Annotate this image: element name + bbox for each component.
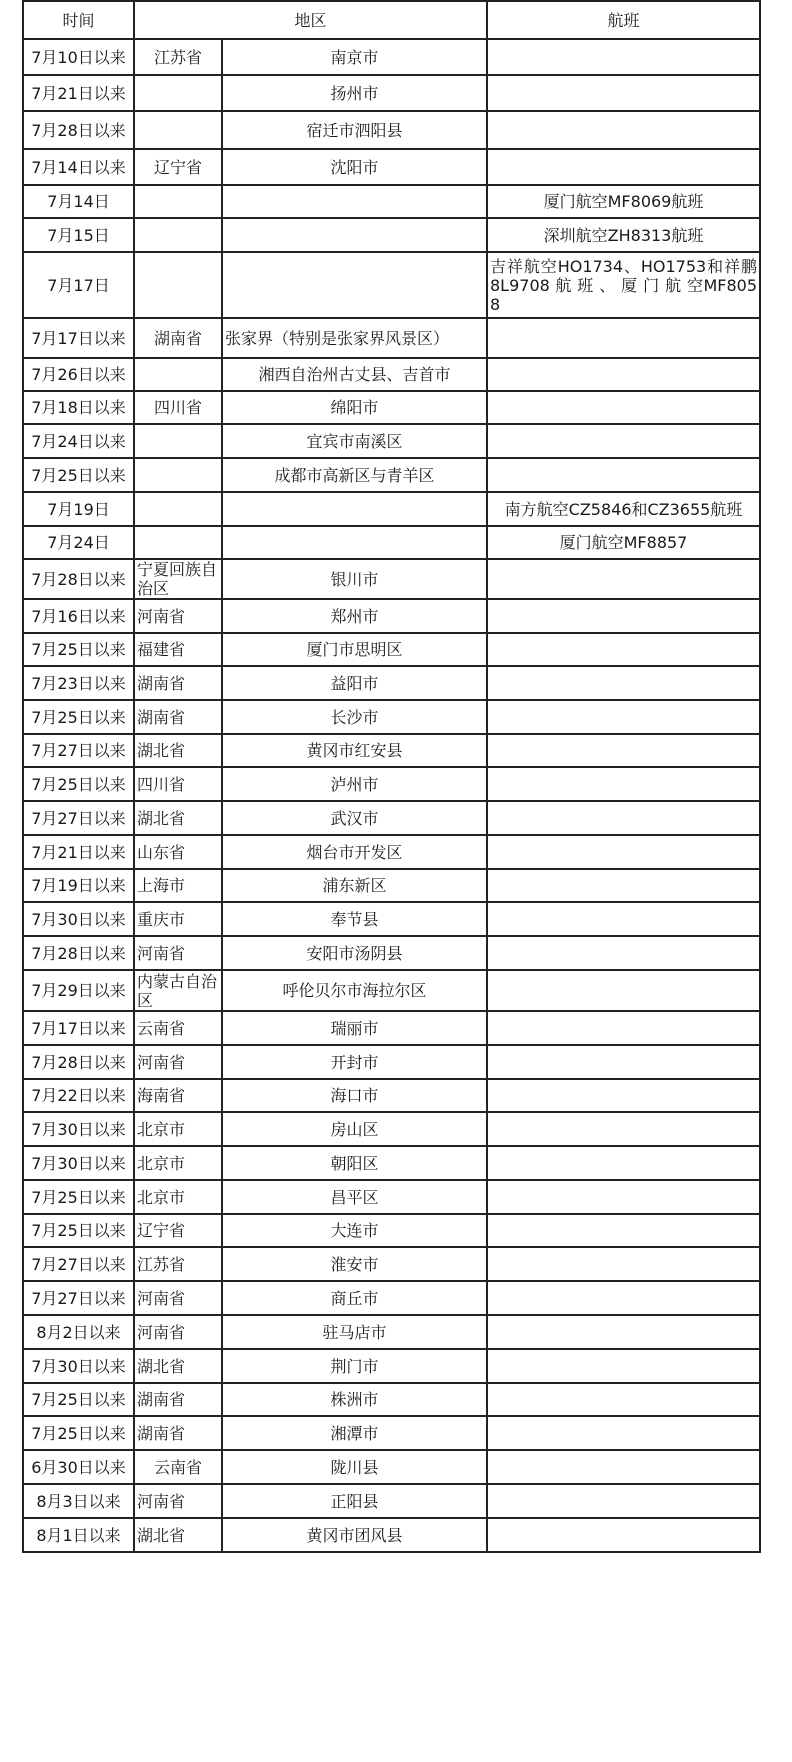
province-cell: 河南省: [134, 1484, 222, 1518]
table-row: [23, 424, 760, 458]
city-cell: 呼伦贝尔市海拉尔区: [222, 970, 487, 1011]
city-cell: 武汉市: [222, 801, 487, 835]
province-cell: 北京市: [134, 1180, 222, 1214]
province-cell: 湖南省: [134, 1416, 222, 1450]
table-row: [23, 1079, 760, 1112]
city-cell: 株洲市: [222, 1383, 487, 1416]
flight-cell: [487, 1180, 760, 1214]
province-cell: 云南省: [134, 1011, 222, 1045]
province-cell: 河南省: [134, 1045, 222, 1079]
city-cell: 昌平区: [222, 1180, 487, 1214]
flight-cell: [487, 869, 760, 902]
province-cell: 湖南省: [134, 1383, 222, 1416]
province-cell: 湖南省: [134, 666, 222, 700]
city-cell: 厦门市思明区: [222, 633, 487, 666]
city-cell: 张家界（特别是张家界风景区）: [222, 318, 487, 358]
province-cell: [134, 424, 222, 458]
date-cell: 6月30日以来: [23, 1450, 134, 1484]
date-cell: 7月15日: [23, 218, 134, 252]
table-row: [23, 801, 760, 835]
table-row: [23, 39, 760, 75]
flight-cell: [487, 559, 760, 599]
flight-cell: [487, 666, 760, 700]
date-cell: 7月14日以来: [23, 149, 134, 185]
table-row: [23, 869, 760, 902]
table-row: [23, 835, 760, 869]
table-row: [23, 1214, 760, 1247]
province-cell: 湖北省: [134, 1349, 222, 1383]
city-cell: 宿迁市泗阳县: [222, 111, 487, 149]
flight-cell: [487, 1484, 760, 1518]
flight-cell: [487, 599, 760, 633]
province-cell: 河南省: [134, 1281, 222, 1315]
table-row: [23, 391, 760, 424]
province-cell: [134, 492, 222, 526]
province-cell: 江苏省: [134, 1247, 222, 1281]
date-cell: 7月29日以来: [23, 970, 134, 1011]
city-cell: 朝阳区: [222, 1146, 487, 1180]
flight-cell: [487, 1011, 760, 1045]
flight-cell: [487, 801, 760, 835]
city-cell: 浦东新区: [222, 869, 487, 902]
province-cell: 湖北省: [134, 734, 222, 767]
table-row: [23, 970, 760, 1011]
flight-cell: [487, 835, 760, 869]
date-cell: 8月2日以来: [23, 1315, 134, 1349]
flight-cell: [487, 936, 760, 970]
province-cell: 辽宁省: [134, 149, 222, 185]
date-cell: 7月19日: [23, 492, 134, 526]
flight-cell: [487, 1416, 760, 1450]
date-cell: 7月21日以来: [23, 835, 134, 869]
province-cell: 山东省: [134, 835, 222, 869]
province-cell: 河南省: [134, 599, 222, 633]
province-cell: 河南省: [134, 936, 222, 970]
date-cell: 7月25日以来: [23, 1180, 134, 1214]
table-row: [23, 599, 760, 633]
city-cell: 荆门市: [222, 1349, 487, 1383]
flight-cell: [487, 1214, 760, 1247]
date-cell: 7月30日以来: [23, 1112, 134, 1146]
flight-cell: [487, 1281, 760, 1315]
city-cell: 瑞丽市: [222, 1011, 487, 1045]
city-cell: [222, 218, 487, 252]
header-time: 时间: [23, 1, 134, 39]
header-flight: 航班: [487, 1, 760, 39]
province-cell: 四川省: [134, 391, 222, 424]
city-cell: 海口市: [222, 1079, 487, 1112]
date-cell: 7月28日以来: [23, 111, 134, 149]
flight-cell: [487, 358, 760, 391]
table-row: [23, 185, 760, 218]
city-cell: 湘西自治州古丈县、吉首市: [222, 358, 487, 391]
table-row: [23, 936, 760, 970]
province-cell: 重庆市: [134, 902, 222, 936]
city-cell: 奉节县: [222, 902, 487, 936]
province-cell: 江苏省: [134, 39, 222, 75]
table-row: [23, 1281, 760, 1315]
province-cell: 河南省: [134, 1315, 222, 1349]
date-cell: 7月26日以来: [23, 358, 134, 391]
city-cell: 开封市: [222, 1045, 487, 1079]
header-row: [23, 1, 760, 39]
date-cell: 7月25日以来: [23, 633, 134, 666]
table-row: [23, 218, 760, 252]
province-cell: [134, 526, 222, 559]
table-row: [23, 75, 760, 111]
table-row: [23, 526, 760, 559]
date-cell: 8月3日以来: [23, 1484, 134, 1518]
province-cell: 宁夏回族自治区: [134, 559, 222, 599]
province-cell: [134, 252, 222, 318]
flight-cell: 吉祥航空HO1734、HO1753和祥鹏 8L9708 航 班 、 厦 门 航 空MF8058: [487, 252, 760, 318]
date-cell: 7月27日以来: [23, 734, 134, 767]
date-cell: 7月18日以来: [23, 391, 134, 424]
date-cell: 7月27日以来: [23, 801, 134, 835]
flight-cell: [487, 391, 760, 424]
city-cell: 长沙市: [222, 700, 487, 734]
risk-area-table: [22, 0, 761, 1553]
flight-cell: [487, 458, 760, 492]
province-cell: [134, 111, 222, 149]
city-cell: 房山区: [222, 1112, 487, 1146]
city-cell: [222, 185, 487, 218]
table-row: [23, 358, 760, 391]
date-cell: 7月28日以来: [23, 1045, 134, 1079]
table-row: [23, 559, 760, 599]
flight-cell: [487, 633, 760, 666]
city-cell: 湘潭市: [222, 1416, 487, 1450]
table-row: [23, 1146, 760, 1180]
date-cell: 7月25日以来: [23, 700, 134, 734]
table-row: [23, 1450, 760, 1484]
city-cell: 正阳县: [222, 1484, 487, 1518]
flight-cell: [487, 767, 760, 801]
flight-cell: [487, 1315, 760, 1349]
date-cell: 7月24日: [23, 526, 134, 559]
date-cell: 7月30日以来: [23, 902, 134, 936]
city-cell: 烟台市开发区: [222, 835, 487, 869]
province-cell: 四川省: [134, 767, 222, 801]
province-cell: 北京市: [134, 1112, 222, 1146]
date-cell: 7月25日以来: [23, 1383, 134, 1416]
city-cell: 绵阳市: [222, 391, 487, 424]
date-cell: 7月17日: [23, 252, 134, 318]
table-row: [23, 902, 760, 936]
table-row: [23, 252, 760, 318]
province-cell: 辽宁省: [134, 1214, 222, 1247]
flight-cell: 深圳航空ZH8313航班: [487, 218, 760, 252]
table-row: [23, 1416, 760, 1450]
table-row: [23, 1247, 760, 1281]
city-cell: 银川市: [222, 559, 487, 599]
province-cell: [134, 185, 222, 218]
flight-cell: [487, 424, 760, 458]
table-row: [23, 700, 760, 734]
table-row: [23, 633, 760, 666]
city-cell: 宜宾市南溪区: [222, 424, 487, 458]
province-cell: 北京市: [134, 1146, 222, 1180]
date-cell: 7月25日以来: [23, 458, 134, 492]
province-cell: 云南省: [134, 1450, 222, 1484]
flight-cell: [487, 1146, 760, 1180]
flight-cell: [487, 700, 760, 734]
date-cell: 7月17日以来: [23, 318, 134, 358]
table-row: [23, 1484, 760, 1518]
table-row: [23, 767, 760, 801]
province-cell: 湖北省: [134, 801, 222, 835]
city-cell: [222, 252, 487, 318]
city-cell: 泸州市: [222, 767, 487, 801]
province-cell: 海南省: [134, 1079, 222, 1112]
date-cell: 7月28日以来: [23, 559, 134, 599]
table-row: [23, 1180, 760, 1214]
city-cell: 大连市: [222, 1214, 487, 1247]
flight-cell: [487, 902, 760, 936]
city-cell: 沈阳市: [222, 149, 487, 185]
date-cell: 7月21日以来: [23, 75, 134, 111]
date-cell: 7月30日以来: [23, 1349, 134, 1383]
flight-cell: [487, 734, 760, 767]
table-row: [23, 318, 760, 358]
table-row: [23, 149, 760, 185]
city-cell: 黄冈市团风县: [222, 1518, 487, 1552]
province-cell: [134, 458, 222, 492]
flight-cell: [487, 1112, 760, 1146]
date-cell: 7月25日以来: [23, 1416, 134, 1450]
province-cell: 湖北省: [134, 1518, 222, 1552]
date-cell: 7月19日以来: [23, 869, 134, 902]
city-cell: 安阳市汤阴县: [222, 936, 487, 970]
flight-cell: [487, 970, 760, 1011]
flight-cell: [487, 111, 760, 149]
date-cell: 7月25日以来: [23, 767, 134, 801]
table-row: [23, 1349, 760, 1383]
table-row: [23, 458, 760, 492]
date-cell: 7月10日以来: [23, 39, 134, 75]
city-cell: 陇川县: [222, 1450, 487, 1484]
date-cell: 8月1日以来: [23, 1518, 134, 1552]
city-cell: 商丘市: [222, 1281, 487, 1315]
province-cell: [134, 218, 222, 252]
date-cell: 7月28日以来: [23, 936, 134, 970]
flight-cell: 厦门航空MF8857: [487, 526, 760, 559]
table-row: [23, 1518, 760, 1552]
flight-cell: [487, 1349, 760, 1383]
flight-cell: 厦门航空MF8069航班: [487, 185, 760, 218]
city-cell: 郑州市: [222, 599, 487, 633]
flight-cell: [487, 1045, 760, 1079]
province-cell: 内蒙古自治区: [134, 970, 222, 1011]
table-row: [23, 1315, 760, 1349]
province-cell: 福建省: [134, 633, 222, 666]
flight-cell: [487, 149, 760, 185]
flight-cell: [487, 39, 760, 75]
flight-cell: [487, 318, 760, 358]
table-row: [23, 1383, 760, 1416]
flight-cell: 南方航空CZ5846和CZ3655航班: [487, 492, 760, 526]
date-cell: 7月17日以来: [23, 1011, 134, 1045]
city-cell: 驻马店市: [222, 1315, 487, 1349]
province-cell: 上海市: [134, 869, 222, 902]
date-cell: 7月27日以来: [23, 1281, 134, 1315]
flight-cell: [487, 1383, 760, 1416]
header-region: 地区: [134, 1, 487, 39]
city-cell: 益阳市: [222, 666, 487, 700]
table-row: [23, 734, 760, 767]
date-cell: 7月25日以来: [23, 1214, 134, 1247]
city-cell: 黄冈市红安县: [222, 734, 487, 767]
city-cell: 淮安市: [222, 1247, 487, 1281]
table-row: [23, 1112, 760, 1146]
city-cell: 成都市高新区与青羊区: [222, 458, 487, 492]
flight-cell: [487, 1518, 760, 1552]
date-cell: 7月27日以来: [23, 1247, 134, 1281]
table-row: [23, 666, 760, 700]
province-cell: 湖南省: [134, 700, 222, 734]
city-cell: 扬州市: [222, 75, 487, 111]
city-cell: [222, 492, 487, 526]
date-cell: 7月23日以来: [23, 666, 134, 700]
table-row: [23, 492, 760, 526]
flight-cell: [487, 1450, 760, 1484]
table-row: [23, 111, 760, 149]
date-cell: 7月22日以来: [23, 1079, 134, 1112]
date-cell: 7月30日以来: [23, 1146, 134, 1180]
province-cell: [134, 75, 222, 111]
flight-cell: [487, 1079, 760, 1112]
flight-cell: [487, 1247, 760, 1281]
date-cell: 7月16日以来: [23, 599, 134, 633]
province-cell: 湖南省: [134, 318, 222, 358]
province-cell: [134, 358, 222, 391]
table-body: [23, 1, 760, 1552]
date-cell: 7月24日以来: [23, 424, 134, 458]
date-cell: 7月14日: [23, 185, 134, 218]
table-row: [23, 1011, 760, 1045]
city-cell: [222, 526, 487, 559]
table-row: [23, 1045, 760, 1079]
flight-cell: [487, 75, 760, 111]
city-cell: 南京市: [222, 39, 487, 75]
